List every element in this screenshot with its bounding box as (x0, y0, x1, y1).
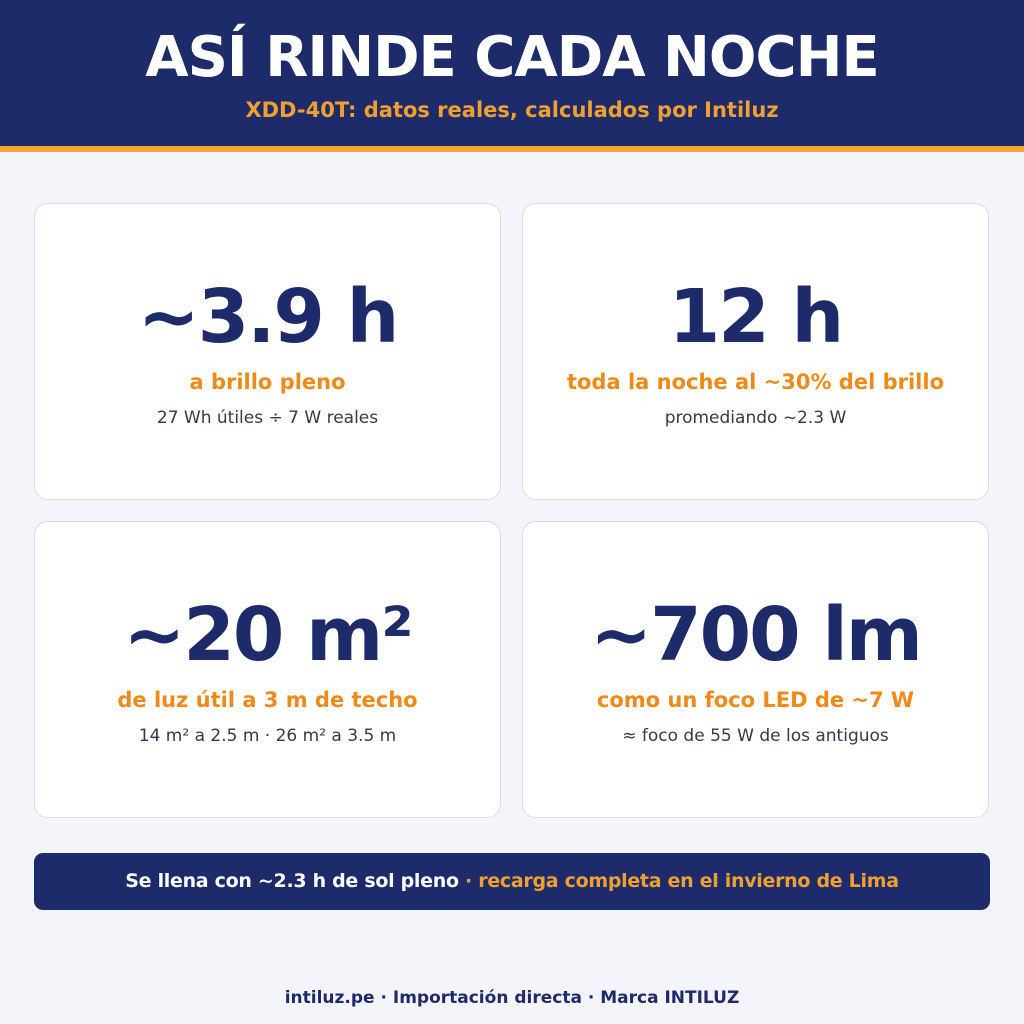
stat-note: 27 Wh útiles ÷ 7 W reales (156, 408, 379, 428)
footer-text: intiluz.pe · Importación directa · Marca INTILUZ (284, 988, 740, 1008)
stat-label: como un foco LED de ~7 W (596, 688, 915, 712)
stat-value: 12 h (668, 274, 843, 360)
page-title: ASÍ RINDE CADA NOCHE (145, 25, 879, 90)
stat-note: promediando ~2.3 W (664, 408, 847, 428)
page-subtitle: XDD-40T: datos reales, calculados por Intiluz (245, 98, 779, 122)
stat-card-coverage (34, 521, 501, 818)
stat-note: 14 m² a 2.5 m · 26 m² a 3.5 m (138, 726, 397, 746)
banner-separator: · (458, 870, 479, 892)
banner-charge-time: Se llena con ~2.3 h de sol pleno (125, 870, 459, 892)
stat-card-all-night (522, 203, 989, 500)
stat-card-lumens (522, 521, 989, 818)
stat-value: ~700 lm (590, 592, 921, 678)
stat-note: ≈ foco de 55 W de los antiguos (622, 726, 889, 746)
stat-label: toda la noche al ~30% del brillo (566, 370, 945, 394)
banner-recharge-note: recarga completa en el invierno de Lima (478, 870, 899, 892)
header-banner (0, 0, 1024, 146)
stat-value: ~20 m² (123, 592, 412, 678)
stat-label: de luz útil a 3 m de techo (117, 688, 418, 712)
charging-banner (34, 853, 990, 910)
stat-card-runtime (34, 203, 501, 500)
stat-label: a brillo pleno (189, 370, 346, 394)
header-accent-stripe (0, 146, 1024, 152)
stat-value: ~3.9 h (137, 274, 398, 360)
